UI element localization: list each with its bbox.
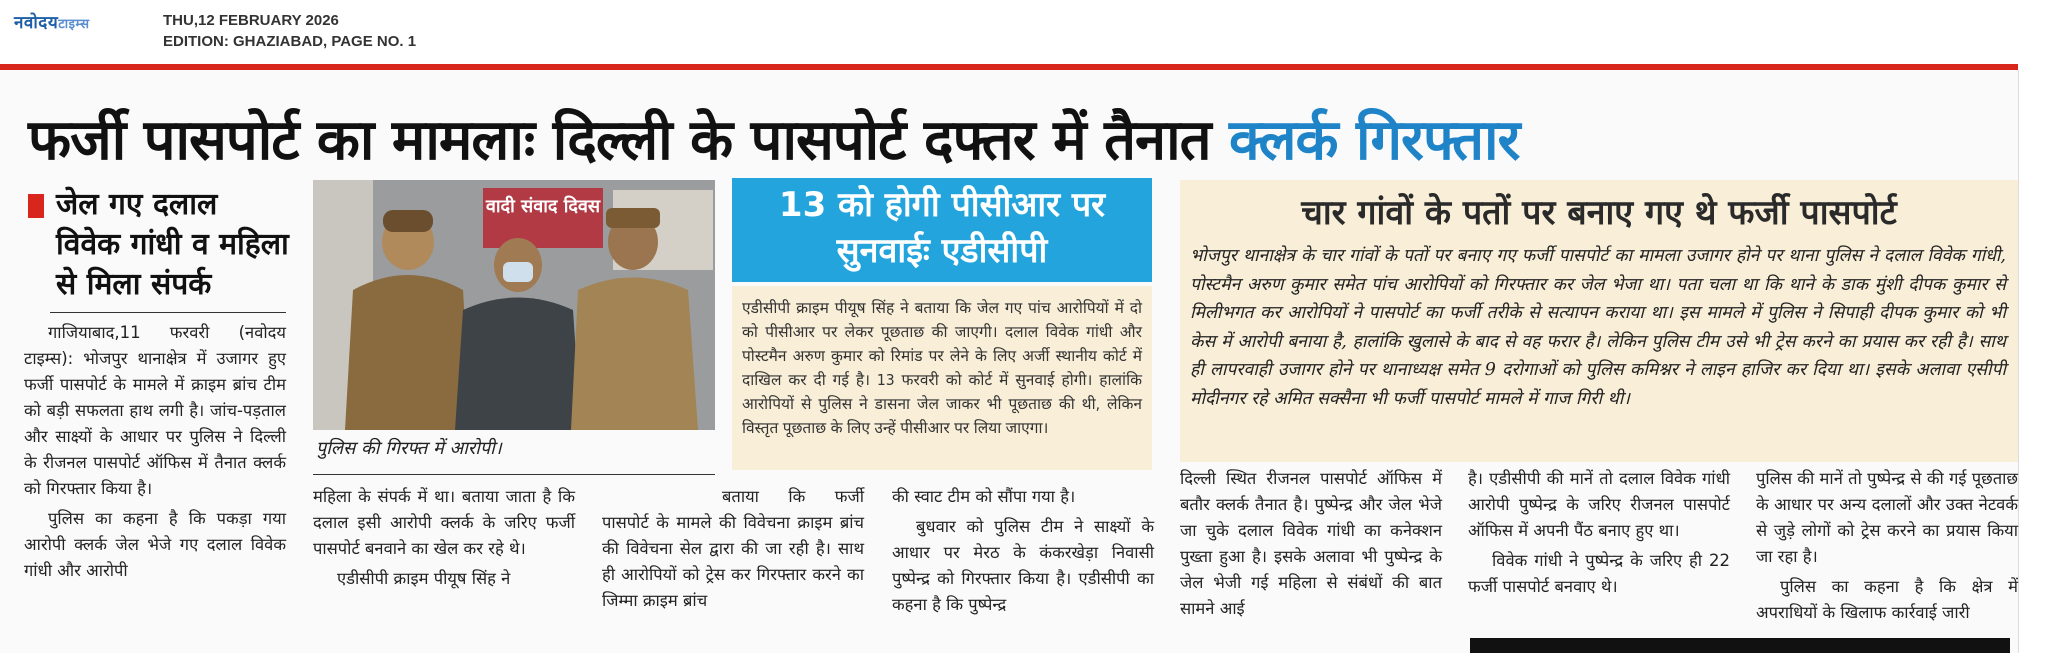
column-paragraph: पुलिस की मानें तो पुष्पेन्द्र से की गई पूछताछ के आधार पर अन्य दलालों और उक्त नेटवर्क से जुड़े लोगों को ट्रेस करने का प्रयास किया जा रहा है। [1756, 469, 2018, 566]
caption-rule [313, 474, 715, 475]
article-column-3 [602, 484, 864, 618]
sidebar-body-text: एडीसीपी क्राइम पीयूष सिंह ने बताया कि जेल गए पांच आरोपियों में दो को पीसीआर पर लेकर पूछताछ की जाएगी। दलाल विवेक गांधी और पोस्टमैन अरुण कुमार को रिमांड पर लेने के लिए अर्जी स्थानीय कोर्ट में दाखिल कर दी गई है। 13 फरवरी को कोर्ट में सुनवाई होगी। हालांकि आरोपियों से पुलिस ने डासना जेल जाकर भी पूछताछ की थी, लेकिन विस्तृत पूछताछ के लिए उन्हें पीसीआर पर लिया जाएगा। [742, 299, 1142, 437]
info-box-title: चार गांवों के पतों पर बनाए गए थे फर्जी पासपोर्ट [1301, 193, 1897, 233]
column-paragraph: दिल्ली स्थित रीजनल पासपोर्ट ऑफिस में बतौर क्लर्क तैनात है। पुष्पेन्द्र और जेल भेजे जा चुके दलाल विवेक गांधी का कनेक्शन पुख्ता हुआ है। इसके अलावा भी पुष्पेन्द्र के जेल भेजी गई महिला से संबंधों की बात सामने आई [1180, 469, 1442, 618]
column-paragraph: गाजियाबाद,11 फरवरी (नवोदय टाइम्स): भोजपुर थानाक्षेत्र में उजागर हुए फर्जी पासपोर्ट के मामले में क्राइम ब्रांच टीम को बड़ी सफलता हाथ लगी है। जांच-पड़ताल और साक्ष्यों के आधार पर पुलिस ने दिल्ली के रीजनल पासपोर्ट ऑफिस में तैनात क्लर्क को गिरफ्तार किया है। [24, 323, 286, 498]
photo-caption: पुलिस की गिरफ्त में आरोपी। [316, 438, 502, 459]
sidebar-heading-box [732, 178, 1152, 282]
sidebar-body-box [732, 286, 1152, 470]
logo-sub-text: टाइम्स [58, 17, 90, 32]
headline-black-part: फर्जी पासपोर्ट का मामलाः दिल्ली के पासपोर्ट दफ्तर में तैनात [28, 108, 1211, 173]
info-box [1180, 180, 2018, 462]
column-paragraph: एडीसीपी क्राइम पीयूष सिंह ने [337, 569, 511, 588]
column-paragraph: बुधवार को पुलिस टीम ने साक्ष्यों के आधार पर मेरठ के कंकरखेड़ा निवासी पुष्पेन्द्र को गिरफ्तार किया है। एडीसीपी का कहना है कि पुष्पेन्द्र [892, 517, 1154, 614]
issue-date: THU,12 FEBRUARY 2026 [163, 12, 339, 29]
subheadline [28, 185, 290, 305]
column-paragraph: है। एडीसीपी की मानें तो दलाल विवेक गांधी आरोपी पुष्पेन्द्र के जरिए रीजनल पासपोर्ट ऑफिस में अपनी पैंठ बनाए हुए था। [1468, 469, 1730, 540]
column-paragraph: पुलिस का कहना है कि क्षेत्र में अपराधियों के खिलाफ कार्रवाई जारी [1756, 577, 2018, 622]
column-paragraph: महिला के संपर्क में था। बताया जाता है कि दलाल इसी आरोपी क्लर्क के जरिए फर्जी पासपोर्ट बनवाने का खेल कर रहे थे। [313, 487, 575, 558]
edition-info [163, 10, 416, 52]
masthead [0, 0, 2049, 62]
photo-banner-text: वादी संवाद दिवस [485, 196, 601, 217]
article-column-7 [1756, 466, 2018, 630]
main-headline [28, 96, 2018, 186]
column-paragraph: बताया कि फर्जी पासपोर्ट के मामले की विवेचना क्राइम ब्रांच की विवेचना सेल द्वारा की जा रही है। साथ ही आरोपियों को ट्रेस कर गिरफ्तार करने का जिम्मा क्राइम ब्रांच [602, 487, 864, 610]
info-box-text: भोजपुर थानाक्षेत्र के चार गांवों के पतों पर बनाए गए फर्जी पासपोर्ट का मामला उजागर होने पर थाना पुलिस ने दलाल विवेक गांधी, पोस्टमैन अरुण कुमार समेत पांच आरोपियों को गिरफ्तार कर जेल भेजा था। पता चला था कि थाने के डाक मुंशी दीपक कुमार से मिलीभगत कर आरोपियों ने पासपोर्ट का फर्जी तरीके से सत्यापन कराया था। इस मामले में पुलिस ने सिपाही दीपक कुमार को भी केस में आरोपी बनाया है, हालांकि खुलासे के बाद से वह फरार है। लेकिन पुलिस टीम उसे भी ट्रेस करने का प्रयास कर रही है। साथ ही लापरवाही उजागर होने पर थानाध्यक्ष समेत 9 दरोगाओं को पुलिस कमिश्नर ने लाइन हाजिर कर दिया था। इसके अलावा एसीपी मोदीनगर रहे अमित सक्सैना भी फर्जी पासपोर्ट मामले में गाज गिरी थी। [1190, 246, 2006, 409]
article-column-1 [24, 320, 286, 588]
subhead-rule [50, 312, 286, 313]
column-paragraph: पुलिस का कहना है कि पकड़ा गया आरोपी क्लर्क जेल भेजे गए दलाल विवेक गांधी और आरोपी [24, 509, 286, 580]
newspaper-logo[interactable] [14, 10, 90, 33]
article-column-4 [892, 484, 1154, 622]
next-headline-fragment [1470, 638, 2010, 653]
column-paragraph: विवेक गांधी ने पुष्पेन्द्र के जरिए ही 22 फर्जी पासपोर्ट बनवाए थे। [1468, 551, 1730, 596]
logo-text: नवोदय [14, 13, 59, 33]
article-column-2 [313, 484, 575, 596]
sidebar-heading: 13 को होगी पीसीआर पर सुनवाईः एडीसीपी [778, 185, 1106, 271]
column-paragraph: की स्वाट टीम को सौंपा गया है। [892, 487, 1076, 506]
headline-blue-part: क्लर्क गिरफ्तार [1229, 108, 1520, 173]
article-column-6 [1468, 466, 1730, 604]
subhead-text: जेल गए दलाल विवेक गांधी व महिला से मिला संपर्क [56, 187, 289, 302]
news-photo [313, 180, 715, 430]
edition-line: EDITION: GHAZIABAD, PAGE NO. 1 [163, 33, 417, 50]
article-column-5 [1180, 466, 1442, 626]
